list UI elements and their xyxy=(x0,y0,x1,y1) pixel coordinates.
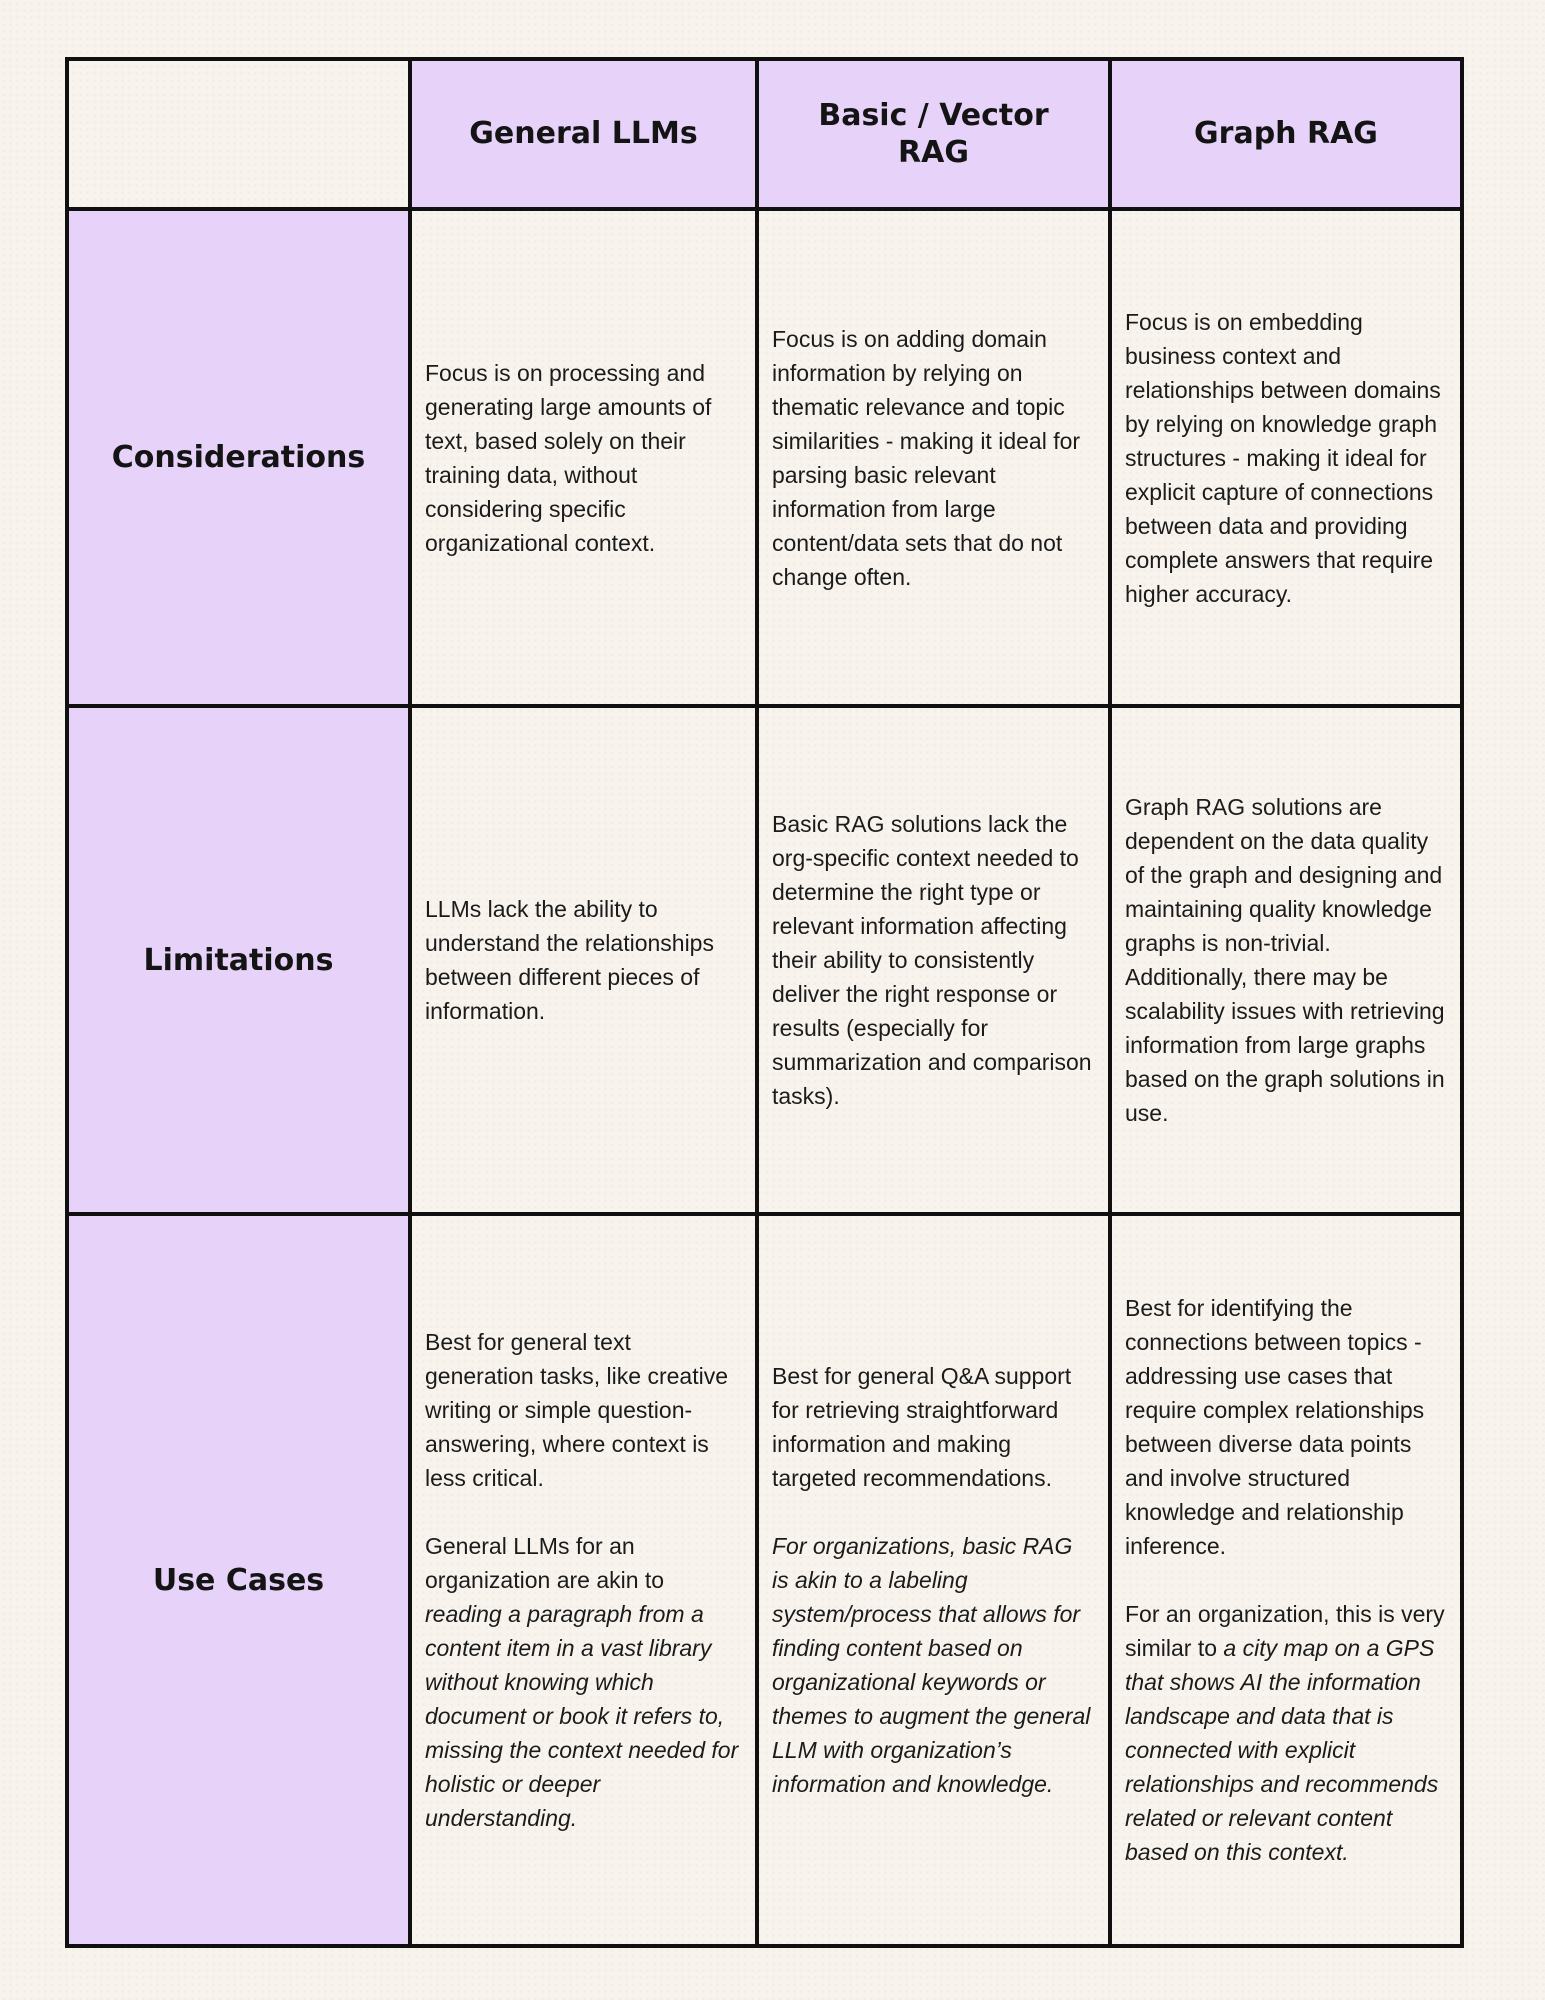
cell-considerations-basic-vector-rag xyxy=(757,209,1110,706)
row-label-limitations: Limitations xyxy=(67,706,410,1214)
cell-limitations-basic-vector-rag xyxy=(757,706,1110,1214)
column-header-general-llms: General LLMs xyxy=(410,59,757,209)
paragraph: Focus is on processing and generating large amounts of text, based solely on their training data, without considering specific organizational context. xyxy=(425,359,712,556)
cell-limitations-general-llms xyxy=(410,706,757,1214)
row-label-use-cases: Use Cases xyxy=(67,1214,410,1946)
paragraph: Basic RAG solutions lack the org-specific context needed to determine the right type or relevant information affecting their ability to consistently deliver the right response or results (especially for summarization and comparison tasks). xyxy=(772,811,1092,1109)
paragraph: Focus is on embedding business context and relationships between domains by relying on knowledge graph structures - making it ideal for explicit capture of connections between data and providing complete answers that require higher accuracy. xyxy=(1125,308,1441,607)
paragraph: For organizations, basic RAG is akin to a labeling system/process that allows for finding content based on organizational keywords or themes to augment the general LLM with organization’s information and knowledge. xyxy=(772,1533,1091,1797)
cell-use-cases-general-llms xyxy=(410,1214,757,1946)
cell-use-cases-graph-rag xyxy=(1110,1214,1462,1946)
cell-considerations-graph-rag xyxy=(1110,209,1462,706)
paragraph: General LLMs for an organization are akin to reading a paragraph from a content item in a vast library without knowing which document or book it refers to, missing the context needed for holistic or deeper understanding. xyxy=(425,1533,739,1831)
paragraph: Graph RAG solutions are dependent on the data quality of the graph and designing and maintaining quality knowledge graphs is non-trivial. Additionally, there may be scalability issues with retrieving information from large graphs based on the graph solutions in use. xyxy=(1125,794,1445,1126)
paragraph: For an organization, this is very similar to a city map on a GPS that shows AI the information landscape and data that is connected with explicit relationships and recommends related or relevant content based on this context. xyxy=(1125,1601,1445,1865)
cell-considerations-general-llms xyxy=(410,209,757,706)
paragraph: Best for identifying the connections between topics - addressing use cases that require complex relationships between diverse data points and involve structured knowledge and relationship inference. xyxy=(1125,1295,1425,1559)
paragraph: Best for general Q&A support for retrieving straightforward information and making targeted recommendations. xyxy=(772,1363,1072,1491)
column-header-basic-vector-rag: Basic / Vector RAG xyxy=(757,59,1110,209)
header-row xyxy=(67,59,1462,209)
paragraph: LLMs lack the ability to understand the relationships between different pieces of information. xyxy=(425,896,714,1024)
cell-use-cases-basic-vector-rag xyxy=(757,1214,1110,1946)
row-label-considerations: Considerations xyxy=(67,209,410,706)
table-row-limitations xyxy=(67,706,1462,1214)
paragraph: Best for general text generation tasks, like creative writing or simple question-answering, where context is less critical. xyxy=(425,1329,728,1491)
paragraph: Focus is on adding domain information by relying on thematic relevance and topic similarities - making it ideal for parsing basic relevant information from large content/data sets that do not change often. xyxy=(772,325,1081,590)
cell-limitations-graph-rag xyxy=(1110,706,1462,1214)
column-header-graph-rag: Graph RAG xyxy=(1110,59,1462,209)
comparison-table xyxy=(65,57,1464,1948)
table-row-use-cases xyxy=(67,1214,1462,1946)
corner-cell xyxy=(67,59,410,209)
table-row-considerations xyxy=(67,209,1462,706)
